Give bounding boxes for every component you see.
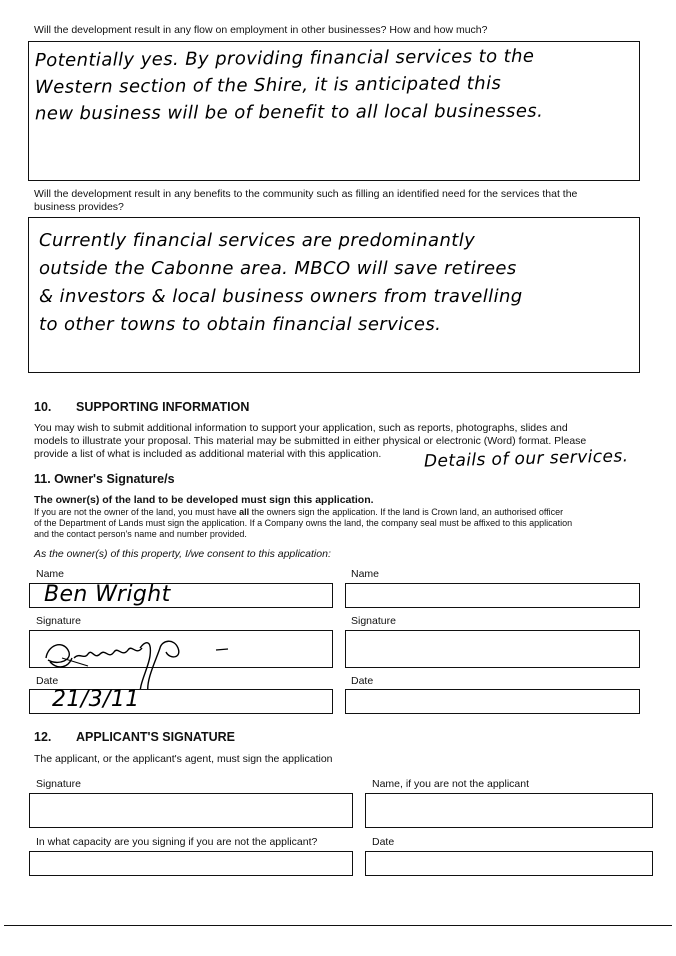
section-10-number: 10. (34, 400, 52, 414)
consent-statement: As the owner(s) of this property, I/we consent to this application: (34, 548, 331, 560)
community-answer-line: outside the Cabonne area. MBCO will save retirees (39, 258, 517, 279)
community-question-line1: Will the development result in any benefits to the community such as filling an identified need for the services that the (34, 188, 578, 200)
owner2-signature-field[interactable] (345, 630, 640, 668)
section-12-title: APPLICANT'S SIGNATURE (76, 730, 235, 744)
owner1-name-label: Name (36, 568, 65, 580)
page-bottom-divider (4, 925, 672, 926)
community-question-line2: business provides? (34, 201, 124, 213)
applicant-name-label: Name, if you are not the applicant (372, 778, 530, 790)
owner1-date-field[interactable] (29, 689, 333, 714)
applicant-date-label: Date (372, 836, 395, 848)
section-11-small-line (34, 507, 563, 519)
community-answer-line: Currently financial services are predominantly (39, 230, 476, 251)
owner1-signature-label: Signature (36, 615, 81, 627)
section-12-number: 12. (34, 730, 52, 744)
owner2-date-label: Date (351, 675, 374, 687)
applicant-capacity-label: In what capacity are you signing if you are not the applicant? (36, 836, 318, 848)
section-10-text-line: provide a list of what is included as additional material with this application. (34, 448, 382, 460)
employment-answer-line: Potentially yes. By providing financial services to the (34, 45, 535, 72)
section-10-text-line: models to illustrate your proposal. This material may be submitted in either physical or electronic (Word) format. Please (34, 435, 587, 447)
community-answer-line: & investors & local business owners from travelling (39, 286, 523, 307)
section-11-title: 11. Owner's Signature/s (34, 472, 175, 486)
applicant-name-field[interactable] (365, 793, 653, 828)
section-10-text-line: You may wish to submit additional information to support your application, such as reports, photographs, slides and (34, 422, 568, 434)
employment-question: Will the development result in any flow on employment in other businesses? How and how much? (34, 24, 488, 36)
small-text: the owners sign the application. If the land is Crown land, an authorised officer (249, 507, 564, 517)
owner2-signature-label: Signature (351, 615, 396, 627)
small-text: If you are not the owner of the land, you must have (34, 507, 240, 517)
community-answer-line: to other towns to obtain financial services. (39, 314, 442, 335)
employment-answer-line: new business will be of benefit to all local businesses. (34, 100, 544, 125)
supporting-info-note: Details of our services. (423, 446, 629, 472)
owner1-date-value: 21/3/11 (52, 687, 140, 712)
small-text-bold: all (239, 507, 250, 517)
owner2-name-field[interactable] (345, 583, 640, 608)
section-11-small-line: of the Department of Lands must sign the application. If a Company owns the land, the company seal must be affixed to this application (34, 518, 573, 528)
owner1-date-label: Date (36, 675, 59, 687)
applicant-signature-field[interactable] (29, 793, 353, 828)
owner1-name-value: Ben Wright (44, 582, 171, 607)
employment-answer-box[interactable] (28, 41, 640, 181)
applicant-signature-label: Signature (36, 778, 81, 790)
section-11-bold-line: The owner(s) of the land to be developed must sign this application. (34, 494, 374, 506)
owner2-name-label: Name (351, 568, 380, 580)
applicant-date-field[interactable] (365, 851, 653, 876)
section-12-text: The applicant, or the applicant's agent, must sign the application (34, 753, 333, 765)
community-answer-box[interactable] (28, 217, 640, 373)
section-10-title: SUPPORTING INFORMATION (76, 400, 250, 414)
employment-answer-line: Western section of the Shire, it is anticipated this (34, 72, 502, 99)
owner2-date-field[interactable] (345, 689, 640, 714)
applicant-capacity-field[interactable] (29, 851, 353, 876)
section-11-small-line: and the contact person's name and number provided. (34, 529, 247, 539)
